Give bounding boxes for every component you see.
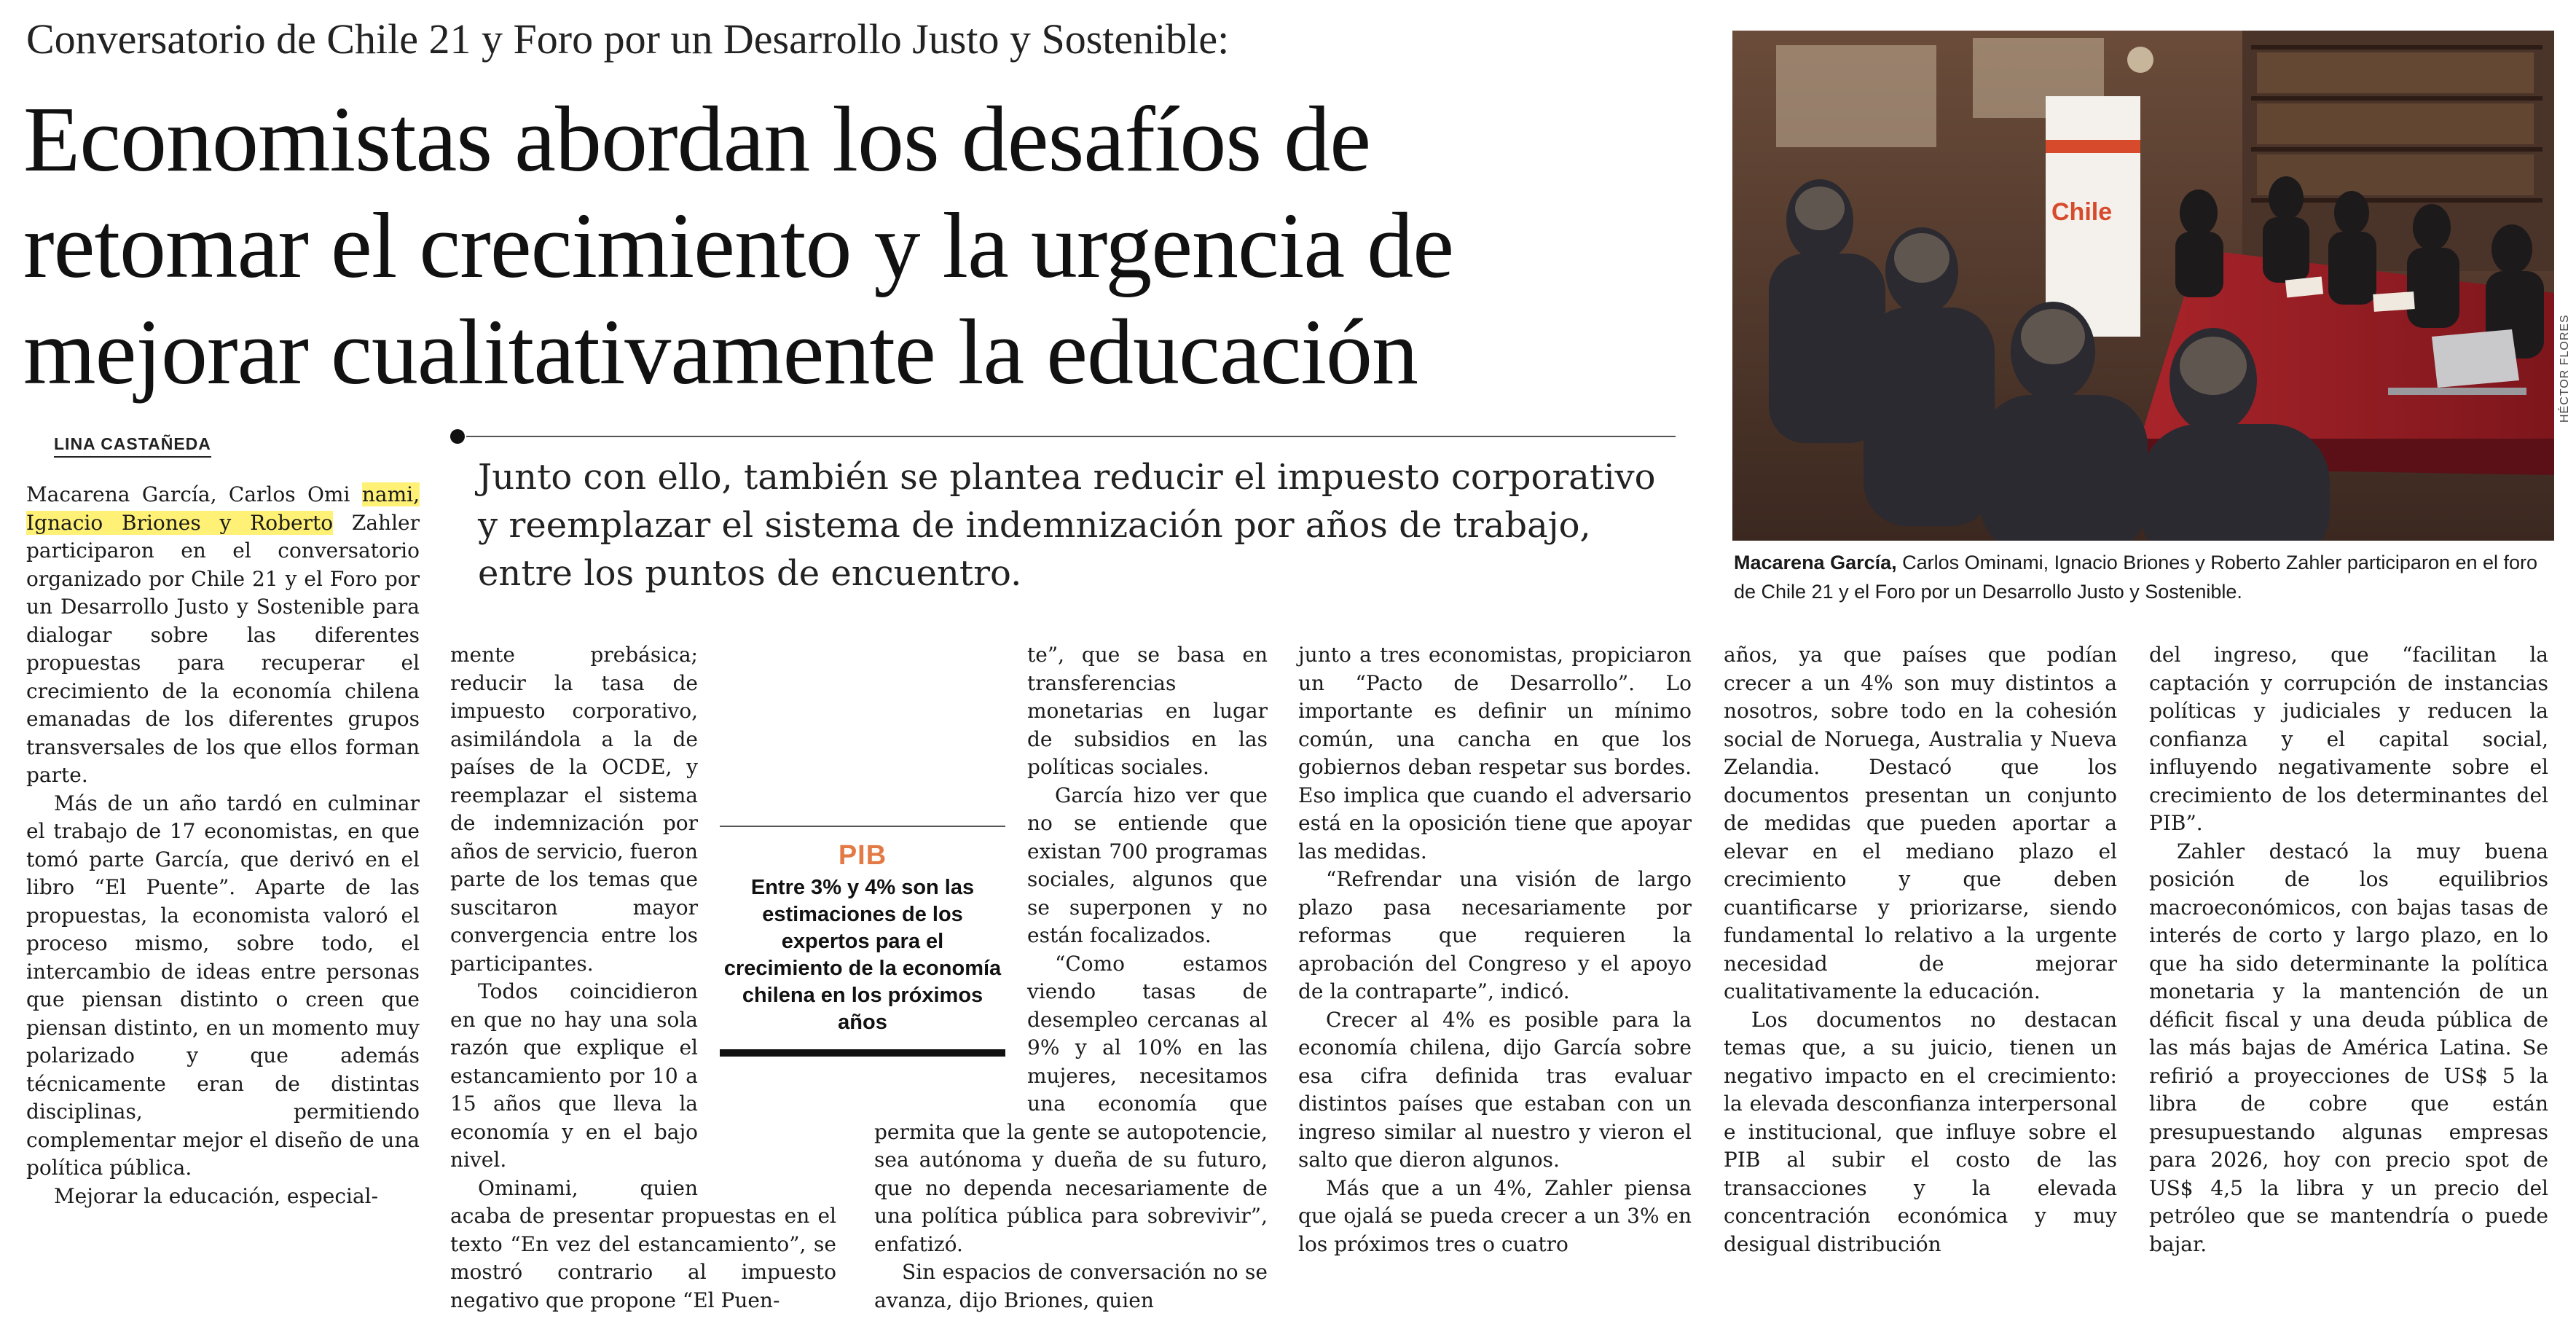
lead-paragraph: Junto con ello, también se plantea reducir el impuesto corporativo y reemplazar el sistema de indemnización por años de trabajo, entre los puntos de encuentro.: [478, 457, 1656, 594]
headline-line-2: retomar el crecimiento y la urgencia de: [23, 194, 1453, 297]
headline-line-1: Economistas abordan los desafíos de: [23, 87, 1370, 191]
kicker: Conversatorio de Chile 21 y Foro por un Desarrollo Justo y Sostenible:: [26, 15, 1230, 63]
column-5-paragraph-1: años, ya que países que podían crecer a un 4% son muy distintos a nosotros, sobre todo en la cohesión social de Noruega, Australia y Nueva Zelandia. Destacó que los documentos presentan un conjunto de medidas que pueden aportar a elevar en el mediano plazo el crecimiento y que deben cuantificarse y priorizarse, siendo fundamental lo relativo a la urgente necesidad de mejorar cualitativamente la educación.: [1724, 643, 2117, 1003]
column-1: [26, 481, 420, 1210]
highlighted-text: nami, Ignacio Briones y Roberto: [26, 482, 420, 535]
banner-text: Chile: [2051, 198, 2113, 226]
byline: LINA CASTAÑEDA: [54, 434, 211, 458]
pib-box: [720, 826, 1005, 1057]
column-3-paragraph-3: “Como estamos viendo tasas de desempleo cercanas al 9% y al 10% en las mujeres, necesitamos una economía que permita que la gente se autopotencie, sea autónoma y dueña de su futuro, que no dependa necesariamente de una política pública para sobrevivir”, enfatizó.: [874, 951, 1268, 1256]
lead-divider: [466, 436, 1676, 437]
column-5-paragraph-2: Los documentos no destacan temas que, a su juicio, tienen un negativo impacto en el crecimiento: la elevada desconfianza interpersonal e institucional, que influye sobre el PIB al subir el costo de las transacciones y la elevada concentración económica y muy desigual distribución: [1724, 1007, 2117, 1256]
article-photo: [1732, 31, 2554, 541]
caption-text: Carlos Ominami, Ignacio Briones y Roberto Zahler participaron en el foro de Chile 21 y el Foro por un Desarrollo Justo y Sostenible.: [1734, 552, 2538, 603]
column-1-paragraph-1: Macarena García, Carlos Omi nami, Ignacio Briones y Roberto Zahler participaron en el conversatorio organizado por Chile 21 y el Foro por un Desarrollo Justo y Sostenible para dialogar sobre las diferentes propuestas para recuperar el crecimiento de la economía chilena emanadas de los diferentes grupos transversales de los que ellos forman parte.: [26, 482, 420, 787]
column-4: [1298, 641, 1692, 1258]
photo-caption: [1734, 548, 2557, 606]
headline-line-3: mejorar cualitativamente la educación: [23, 300, 1418, 404]
column-4-paragraph-4: Más que a un 4%, Zahler piensa que ojalá se pueda crecer a un 3% en los próximos tres o cuatro: [1298, 1175, 1692, 1256]
pib-box-top-rule: [720, 826, 1005, 827]
pib-box-text: Entre 3% y 4% son las estimaciones de los expertos para el crecimiento de la economía chilena en los próximos años: [723, 876, 1002, 1034]
photo-credit: HÉCTOR FLORES: [2559, 314, 2571, 423]
column-1-paragraph-2: Más de un año tardó en culminar el trabajo de 17 economistas, en que tomó parte García, que derivó en el libro “El Puente”. Aparte de las propuestas, la economista valoró el proceso mismo, sobre todo, el intercambio de ideas entre personas que piensan distinto o creen que piensan distinto, en un momento muy polarizado y que además técnicamente eran de distintas disciplinas, permitiendo complementar mejor el diseño de una política pública.: [26, 791, 420, 1180]
pib-box-label: PIB: [838, 840, 887, 871]
column-2-paragraph-3: Ominami, quien acaba de presentar propuestas en el texto “En vez del estancamiento”, se mostró contrario al impuesto negativo que propone “El Puen-: [450, 1175, 836, 1312]
caption-bold-name: Macarena García,: [1734, 552, 1897, 573]
column-3-paragraph-4: Sin espacios de conversación no se avanza, dijo Briones, quien: [874, 1260, 1268, 1312]
pib-box-bottom-rule: [720, 1049, 1005, 1057]
headline: [23, 86, 1721, 405]
column-6-paragraph-1: del ingreso, que “facilitan la captación y corrupción de instancias políticas y judiciales y reducen la confianza y el capital social, influyendo negativamente sobre el crecimiento de los determinantes del PIB”.: [2149, 643, 2548, 835]
column-4-paragraph-1: junto a tres economistas, propiciaron un “Pacto de Desarrollo”. Lo importante es definir un mínimo común, una cancha en que los gobiernos deban respetar sus bordes. Eso implica que cuando el adversario está en la oposición tiene que apoyar las medidas.: [1298, 643, 1692, 863]
column-4-paragraph-2: “Refrendar una visión de largo plazo pasa necesariamente por reformas que requieren la aprobación del Congreso y el apoyo de la contraparte”, indicó.: [1298, 867, 1692, 1003]
column-3-paragraph-1: te”, que se basa en transferencias monetarias en lugar de subsidios en las políticas sociales.: [1027, 643, 1268, 779]
column-5: [1724, 641, 2117, 1258]
column-6: [2149, 641, 2548, 1258]
conference-scene-illustration: [1732, 31, 2554, 541]
column-2-paragraph-1: mente prebásica; reducir la tasa de impuesto corporativo, asimilándola a la de países de la OCDE, y reemplazar el sistema de indemnización por años de servicio, fueron parte de los temas que suscitaron mayor convergencia entre los participantes.: [450, 643, 698, 976]
column-2-paragraph-2: Todos coincidieron en que no hay una sola razón que explique el estancamiento por 10 a 15 años que lleva la economía y en el bajo nivel.: [450, 979, 698, 1172]
column-4-paragraph-3: Crecer al 4% es posible para la economía chilena, dijo García sobre esa cifra definida tras evaluar distintos países que estaban con un ingreso similar al nuestro y vieron el salto que dieron algunos.: [1298, 1007, 1692, 1172]
column-6-paragraph-2: Zahler destacó la muy buena posición de los equilibrios macroeconómicos, con bajas tasas de interés de corto y largo plazo, en lo que ha sido determinante la política monetaria y la mantención de un déficit fiscal y una deuda pública de las más bajas de América Latina. Se refirió a proyecciones de US$ 5 la libra de cobre que están presupuestando algunas empresas para 2026, hoy con precio spot de US$ 4,5 la libra y un precio del petróleo que se mantendría o puede bajar.: [2149, 839, 2548, 1256]
lead-bullet-icon: [450, 429, 465, 444]
column-3-paragraph-2: García hizo ver que no se entiende que existan 700 programas sociales, algunos que se superponen y no están focalizados.: [1027, 783, 1268, 947]
column-1-paragraph-3: Mejorar la educación, especial-: [54, 1183, 379, 1208]
